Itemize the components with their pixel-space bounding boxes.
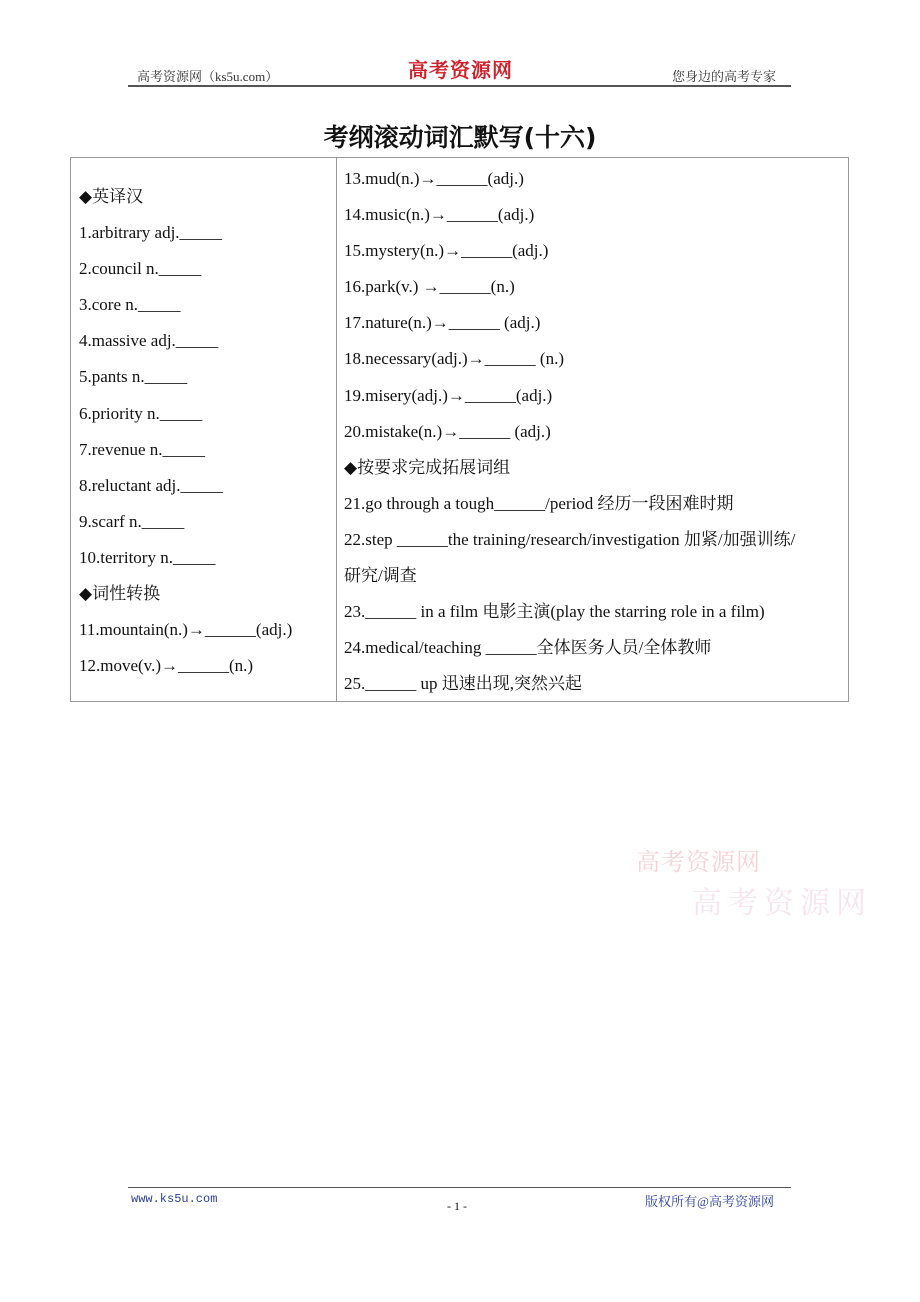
exercise-item: 12.move(v.)→______(n.) (79, 656, 254, 676)
header-divider (128, 85, 791, 87)
exercise-item: ◆词性转换 (79, 584, 161, 604)
exercise-item: 8.reluctant adj._____ (79, 475, 223, 495)
exercise-item: 4.massive adj._____ (79, 331, 219, 351)
exercise-item: 23.______ in a film 电影主演(play the starring role in a film) (344, 602, 765, 622)
exercise-item: 24.medical/teaching ______全体医务人员/全体教师 (344, 638, 712, 658)
exercise-item: 9.scarf n._____ (79, 511, 185, 531)
header-slogan: 您身边的高考专家 (672, 69, 777, 84)
exercise-item: 5.pants n._____ (79, 367, 188, 387)
page-number: - 1 - (447, 1199, 467, 1213)
exercise-item: 17.nature(n.)→______ (adj.) (344, 313, 541, 333)
page-title: 考纲滚动词汇默写(十六) (323, 123, 597, 152)
exercise-table (70, 157, 849, 702)
exercise-item: 22.step ______the training/research/investigation 加紧/加强训练/ (344, 529, 796, 549)
exercise-item: 19.misery(adj.)→______(adj.) (344, 385, 553, 405)
footer-copyright: 版权所有@高考资源网 (645, 1194, 774, 1209)
header-logo: 高考资源网 (408, 60, 513, 82)
watermark: 高考资源网 (692, 887, 872, 920)
exercise-item: 11.mountain(n.)→______(adj.) (79, 620, 293, 640)
exercise-item: 研究/调查 (344, 566, 417, 586)
right-column (344, 161, 795, 702)
exercise-item: 2.council n._____ (79, 259, 202, 279)
exercise-item: 21.go through a tough______/period 经历一段困难时期 (344, 493, 734, 513)
exercise-item: 6.priority n._____ (79, 403, 203, 423)
exercise-item: 14.music(n.)→______(adj.) (344, 205, 535, 225)
exercise-item: 15.mystery(n.)→______(adj.) (344, 241, 549, 261)
exercise-item: 20.mistake(n.)→______ (adj.) (344, 421, 551, 441)
exercise-item: ◆按要求完成拓展词组 (344, 457, 511, 477)
exercise-item: 1.arbitrary adj._____ (79, 223, 223, 243)
footer-divider (128, 1187, 791, 1188)
watermark: 高考资源网 (636, 850, 761, 876)
exercise-item: ◆英译汉 (79, 187, 144, 206)
left-column (79, 179, 292, 684)
exercise-item: 16.park(v.) →______(n.) (344, 277, 515, 297)
exercise-item: 7.revenue n._____ (79, 439, 206, 459)
exercise-item: 3.core n._____ (79, 295, 181, 315)
exercise-item: 10.territory n._____ (79, 547, 216, 567)
header-site-name: 高考资源网（ks5u.com） (137, 69, 279, 84)
exercise-item: 18.necessary(adj.)→______ (n.) (344, 349, 564, 369)
footer-link[interactable]: www.ks5u.com (131, 1192, 218, 1206)
column-divider (336, 158, 337, 701)
exercise-item: 25.______ up 迅速出现,突然兴起 (344, 674, 582, 694)
exercise-item: 13.mud(n.)→______(adj.) (344, 169, 524, 188)
